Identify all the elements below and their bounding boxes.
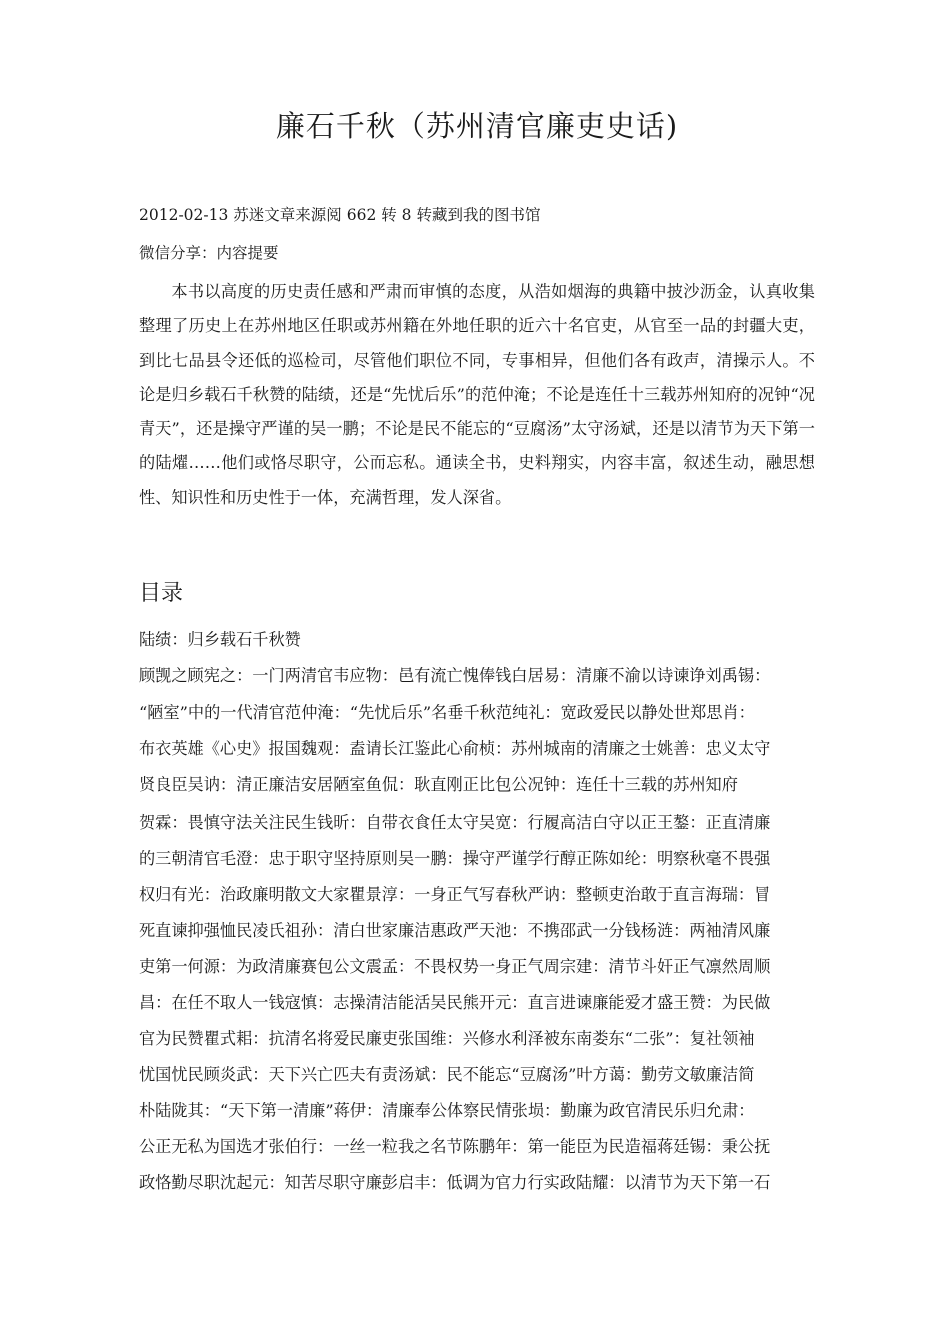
meta-line: 2012-02-13 苏迷文章来源阅 662 转 8 转藏到我的图书馆 (139, 206, 541, 224)
toc-line: 政恪勤尽职沈起元：知苦尽职守廉彭启丰：低调为官力行实政陆耀：以清节为天下第一石 (139, 1173, 771, 1192)
toc-line: 吏第一何源：为政清廉赛包公文震孟：不畏权势一身正气周宗建：清节斗奸正气凛然周顺 (139, 957, 771, 976)
toc-line: 顾觊之顾宪之：一门两清官韦应物：邑有流亡愧俸钱白居易：清廉不渝以诗谏诤刘禹锡： (139, 666, 771, 685)
toc-line: 官为民赞瞿式耜：抗清名将爱民廉吏张国维：兴修水利泽被东南娄东“二张”：复社领袖 (139, 1029, 755, 1048)
toc-line: 贺霖：畏慎守法关注民生钱昕：自带衣食任太守吴宽：行履高洁白守以正王鏊：正直清廉 (139, 813, 771, 832)
toc-line: 权归有光：治政廉明散文大家瞿景淳：一身正气写春秋严讷：整顿吏治敢于直言海瑞：冒 (139, 885, 771, 904)
toc-line: 陆绩：归乡载石千秋赞 (139, 630, 301, 649)
toc-line: 的三朝清官毛澄：忠于职守坚持原则吴一鹏：操守严谨学行醇正陈如纶：明察秋毫不畏强 (139, 849, 771, 868)
toc-heading: 目录 (139, 581, 184, 606)
document-title: 廉石千秋（苏州清官廉吏史话) (275, 109, 679, 143)
toc-line: “陋室”中的一代清官范仲淹：“先忧后乐”名垂千秋范纯礼：宽政爱民以静处世郑思肖： (139, 703, 755, 722)
toc-line: 忧国忧民顾炎武：天下兴亡匹夫有责汤斌：民不能忘“豆腐汤”叶方蔼：勤劳文敏廉洁简 (139, 1065, 755, 1084)
toc-line: 贤良臣吴讷：清正廉洁安居陋室鱼侃：耿直刚正比包公况钟：连任十三载的苏州知府 (139, 775, 738, 794)
share-line: 微信分享：内容提要 (139, 244, 279, 262)
toc-line: 布衣英雄《心史》报国魏观：盍请长江鉴此心俞桢：苏州城南的清廉之士姚善：忠义太守 (139, 739, 771, 758)
toc-line: 朴陆陇其：“天下第一清廉”蒋伊：清廉奉公体察民情张埙：勤廉为政官清民乐归允肃： (139, 1101, 755, 1120)
toc-line: 昌：在任不取人一钱寇慎：志操清洁能活吴民熊开元：直言进谏廉能爱才盛王赞：为民做 (139, 993, 771, 1012)
summary-paragraph: 本书以高度的历史责任感和严肃而审慎的态度，从浩如烟海的典籍中披沙沥金，认真收集整理了历史上在苏州地区任职或苏州籍在外地任职的近六十名官吏，从官至一品的封疆大吏，到比七品县令还低的巡检司，尽管他们职位不同，专事相异，但他们各有政声，清操示人。不论是归乡载石千秋赞的陆绩，还是“先忧后乐”的范仲淹；不论是连任十三载苏州知府的况钟“况青天”，还是操守严谨的吴一鹏；不论是民不能忘的“豆腐汤”太守汤斌，还是以清节为天下第一的陆燿……他们或恪尽职守，公而忘私。通读全书，史料翔实，内容丰富，叙述生动，融思想性、知识性和历史性于一体，充满哲理，发人深省。 (139, 282, 815, 507)
toc-line: 死直谏抑强恤民凌氏祖孙：清白世家廉洁惠政严天池：不携邵武一分钱杨涟：两袖清风廉 (139, 921, 771, 940)
toc-line: 公正无私为国选才张伯行：一丝一粒我之名节陈鹏年：第一能臣为民造福蒋廷锡：秉公抚 (139, 1137, 771, 1156)
